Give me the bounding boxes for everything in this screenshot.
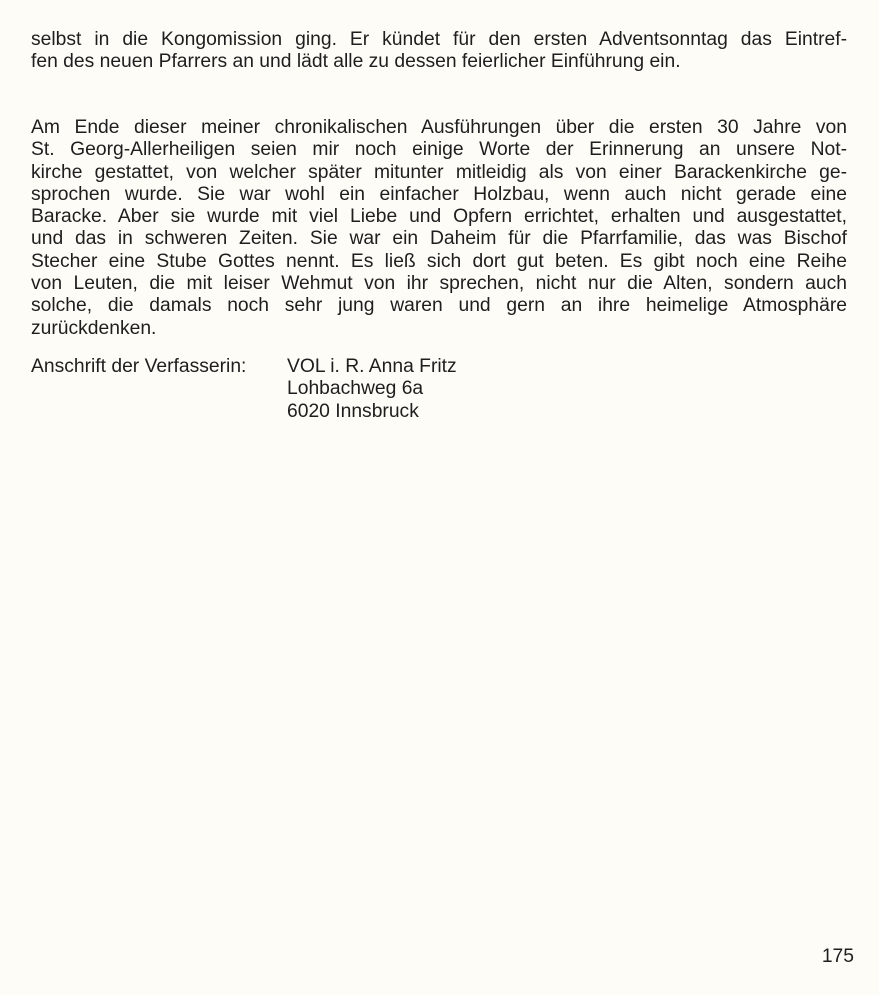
paragraph-line: sprochen wurde. Sie war wohl ein einfacher Holzbau, wenn auch nicht gerade eine [31,183,847,205]
address-label: Anschrift der Verfasserin: [31,356,247,377]
paragraph-line: Baracke. Aber sie wurde mit viel Liebe und Opfern errichtet, erhalten und ausgestattet, [31,206,847,228]
paragraph-line: selbst in die Kongomission ging. Er kündet für den ersten Adventsonntag das Eintref- [31,29,847,50]
paragraph-line: von Leuten, die mit leiser Wehmut von ihr sprechen, nicht nur die Alten, sondern auch [31,273,847,295]
paragraph-line: Am Ende dieser meiner chronikalischen Ausführungen über die ersten 30 Jahre von [31,117,847,138]
paragraph-line: und das in schweren Zeiten. Sie war ein Daheim für die Pfarrfamilie, das was Bischof [31,228,847,250]
address-city: 6020 Innsbruck [287,400,419,422]
paragraph-line: zurückdenken. [31,317,157,339]
paragraph-line: Stecher eine Stube Gottes nennt. Es ließ sich dort gut beten. Es gibt noch eine Reihe [31,250,847,272]
address-name: VOL i. R. Anna Fritz [287,356,457,377]
paragraph-line: St. Georg-Allerheiligen seien mir noch einige Worte der Erinnerung an unsere Not- [31,139,847,161]
paragraph-line: solche, die damals noch sehr jung waren und gern an ihre heimelige Atmosphäre [31,295,847,317]
author-address [31,356,457,423]
paragraph-kongomission [31,29,847,74]
paragraph-notkirche [31,117,847,340]
paragraph-line: fen des neuen Pfarrers an und lädt alle zu dessen feierlicher Einführung ein. [31,51,681,73]
paragraph-line: kirche gestattet, von welcher später mitunter mitleidig als von einer Barackenkirche ge- [31,161,847,183]
address-street: Lohbachweg 6a [287,378,424,400]
address-lines [287,356,457,423]
page-number: 175 [821,946,854,967]
